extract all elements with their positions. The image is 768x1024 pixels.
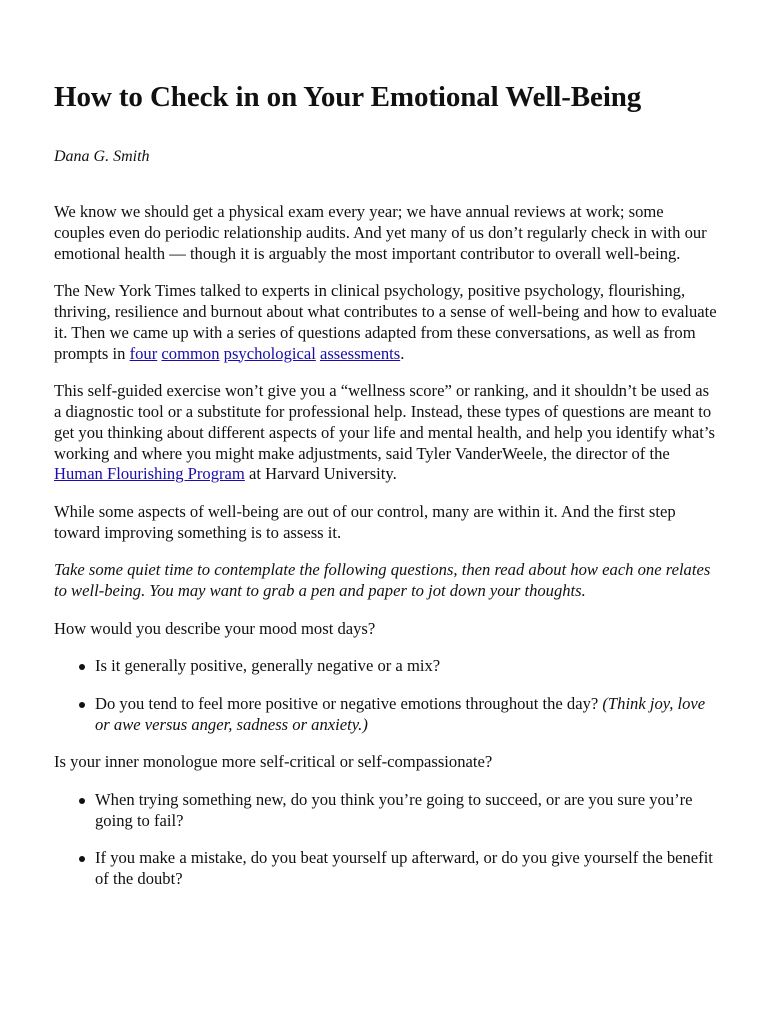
- paragraph-intro: We know we should get a physical exam every year; we have annual reviews at work; some couples even do periodic relationship audits. And yet many of us don’t regularly check in with our emotional health — though it is arguably the most important contributor to overall well-being.: [54, 202, 707, 263]
- paragraph-control: While some aspects of well-being are out of our control, many are within it. And the first step toward improving something is to assess it.: [54, 501, 676, 542]
- link-common[interactable]: common: [161, 343, 220, 363]
- bullet-text: Is it generally positive, generally negative or a mix?: [95, 656, 441, 676]
- bullet-text: Do you tend to feel more positive or negative emotions throughout the day?: [95, 693, 599, 713]
- bullet-dot-icon: [79, 856, 85, 862]
- author-byline: Dana G. Smith: [54, 148, 150, 165]
- paragraph-exercise-text: This self-guided exercise won’t give you a “wellness score” or ranking, and it shouldn’t be used as a diagnostic tool or a substitute for professional help. Instead, these types of questions are meant to get you thinking about different aspects of your life and mental health, and help you identify what’s working and where you might make adjustments, said Tyler VanderWeele, the director of the: [54, 381, 715, 463]
- bullet-dot-icon: [79, 798, 85, 804]
- question-inner-monologue: Is your inner monologue more self-critical or self-compassionate?: [54, 752, 493, 772]
- paragraph-exercise-after: at Harvard University.: [248, 464, 397, 484]
- bullet-text: When trying something new, do you think you’re going to succeed, or are you sure you’re going to fail?: [95, 789, 693, 830]
- paragraph-experts-end: .: [400, 343, 405, 363]
- link-assessments[interactable]: assessments: [319, 343, 401, 363]
- article-title: How to Check in on Your Emotional Well-Being: [54, 81, 642, 113]
- link-human-flourishing-program[interactable]: Human Flourishing Program: [54, 464, 245, 484]
- article-body: [54, 202, 718, 907]
- link-four[interactable]: four: [129, 343, 158, 363]
- bullet-text: If you make a mistake, do you beat yourself up afterward, or do you give yourself the benefit of the doubt?: [95, 848, 713, 889]
- bullet-dot-icon: [79, 664, 85, 670]
- paragraph-experts: [54, 281, 718, 364]
- list-item: [95, 694, 718, 736]
- paragraph-exercise: [54, 381, 718, 485]
- mood-bullet-list: [54, 656, 718, 735]
- list-item: [95, 656, 718, 677]
- bullet-dot-icon: [79, 702, 85, 708]
- list-item: [95, 848, 718, 890]
- monologue-bullet-list: [54, 790, 718, 890]
- list-item: [95, 790, 718, 832]
- paragraph-instructions: Take some quiet time to contemplate the following questions, then read about how each one relates to well-being. You may want to grab a pen and paper to jot down your thoughts.: [54, 560, 711, 601]
- link-psychological[interactable]: psychological: [223, 343, 316, 363]
- question-mood: How would you describe your mood most days?: [54, 618, 376, 638]
- bullet-italic-note: (Think joy, love or awe versus anger, sadness or anxiety.): [95, 693, 706, 734]
- paragraph-experts-text: The New York Times talked to experts in clinical psychology, positive psychology, flourishing, thriving, resilience and burnout about what contributes to a sense of well-being and how to evaluate it. Then we came up with a series of questions adapted from these conversations, as well as from prompts in: [54, 281, 717, 363]
